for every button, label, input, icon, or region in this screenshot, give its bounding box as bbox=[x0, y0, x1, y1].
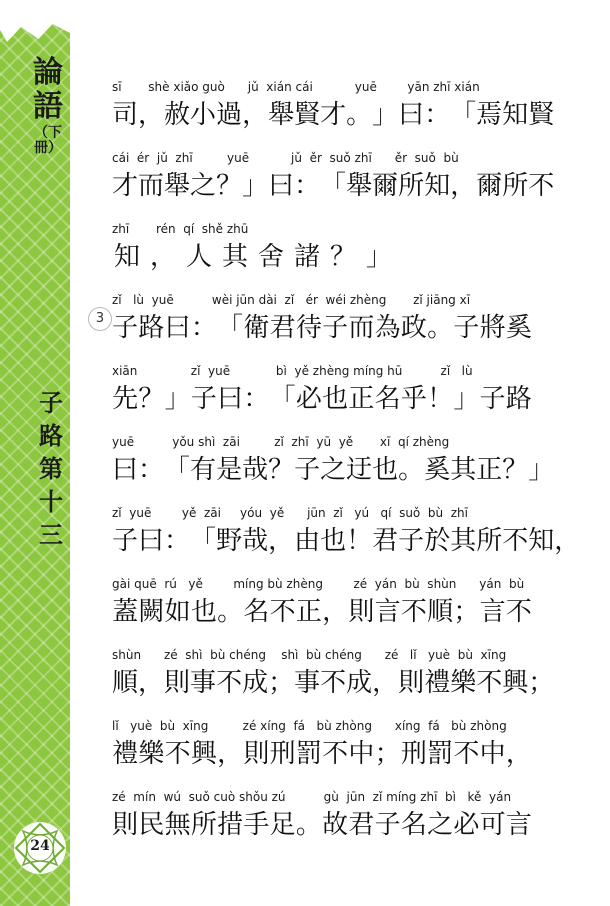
hanzi-char: 衛 bbox=[243, 313, 270, 343]
hanzi-text bbox=[112, 171, 555, 201]
hanzi-char: 「 bbox=[320, 171, 347, 201]
hanzi-char: 賢 bbox=[294, 100, 321, 130]
hanzi-char: 。 bbox=[427, 313, 454, 343]
hanzi-char: 言 bbox=[505, 810, 532, 840]
hanzi-char: 而 bbox=[138, 171, 165, 201]
hanzi-char: 曰 bbox=[112, 455, 139, 485]
hanzi-char: 子 bbox=[398, 526, 425, 556]
hanzi-char: 樂 bbox=[450, 668, 477, 698]
hanzi-char: 禮 bbox=[112, 739, 139, 769]
hanzi-char: 焉 bbox=[476, 100, 503, 130]
hanzi-char: 所 bbox=[398, 171, 425, 201]
hanzi-char: 名 bbox=[374, 384, 401, 414]
hanzi-text bbox=[112, 100, 555, 130]
pinyin-annotation: cái ér jǔ zhī yuē jǔ ěr suǒ zhī ěr suǒ bù bbox=[112, 151, 459, 165]
hanzi-char: 之 bbox=[320, 455, 347, 485]
hanzi-char: ， bbox=[149, 242, 176, 272]
hanzi-char: ； bbox=[374, 739, 401, 769]
pinyin-annotation: lǐ yuè bù xīng zé xíng fá bù zhòng xíng fá bù zhòng bbox=[112, 719, 507, 733]
hanzi-char: 為 bbox=[374, 313, 401, 343]
pinyin-annotation: gài quē rú yě míng bù zhèng zé yán bù shùn yán bù bbox=[112, 577, 525, 591]
hanzi-char: 人 bbox=[185, 242, 212, 272]
hanzi-char: 曰 bbox=[268, 171, 295, 201]
hanzi-char: 先 bbox=[112, 384, 139, 414]
hanzi-char: 。 bbox=[295, 810, 322, 840]
hanzi-char: 成 bbox=[346, 668, 373, 698]
hanzi-char: 不 bbox=[269, 597, 296, 627]
hanzi-char: ： bbox=[138, 455, 165, 485]
volume-label: （下冊） bbox=[34, 125, 62, 156]
hanzi-char: 不 bbox=[400, 597, 427, 627]
hanzi-char: ， bbox=[217, 739, 244, 769]
hanzi-char: ， bbox=[138, 668, 165, 698]
hanzi-char: 成 bbox=[242, 668, 269, 698]
hanzi-char: 足 bbox=[269, 810, 296, 840]
hanzi-char: 賢 bbox=[528, 100, 555, 130]
hanzi-char: 民 bbox=[138, 810, 165, 840]
hanzi-char: 則 bbox=[348, 597, 375, 627]
hanzi-char: 名 bbox=[400, 810, 427, 840]
hanzi-char: 司 bbox=[112, 100, 139, 130]
chapter-char: 三 bbox=[39, 520, 63, 549]
hanzi-char: 其 bbox=[450, 526, 477, 556]
hanzi-char: 刑 bbox=[269, 739, 296, 769]
hanzi-char: 將 bbox=[479, 313, 506, 343]
hanzi-char: 路 bbox=[505, 384, 532, 414]
hanzi-char: ？ bbox=[502, 455, 529, 485]
hanzi-char: 「 bbox=[269, 384, 296, 414]
hanzi-char: 樂 bbox=[138, 739, 165, 769]
chapter-char: 路 bbox=[39, 421, 63, 450]
hanzi-text bbox=[112, 597, 532, 627]
hanzi-char: 也 bbox=[320, 526, 347, 556]
hanzi-char: 闕 bbox=[138, 597, 165, 627]
hanzi-char: ， bbox=[138, 100, 165, 130]
hanzi-char: 不 bbox=[322, 739, 349, 769]
hanzi-char: 不 bbox=[528, 171, 555, 201]
hanzi-char: 罰 bbox=[295, 739, 322, 769]
hanzi-char: 。 bbox=[217, 597, 244, 627]
hanzi-char: 才 bbox=[112, 171, 139, 201]
hanzi-char: 政 bbox=[400, 313, 427, 343]
page-number: 24 bbox=[30, 838, 50, 854]
hanzi-char: 曰 bbox=[164, 313, 191, 343]
hanzi-char: 」 bbox=[528, 455, 555, 485]
hanzi-char: 知 bbox=[424, 171, 451, 201]
hanzi-char: 而 bbox=[348, 313, 375, 343]
hanzi-char: 興 bbox=[502, 668, 529, 698]
hanzi-char: 哉 bbox=[242, 455, 269, 485]
hanzi-char: 子 bbox=[479, 384, 506, 414]
hanzi-char: 其 bbox=[450, 455, 477, 485]
hanzi-char: 禮 bbox=[424, 668, 451, 698]
hanzi-char: 君 bbox=[348, 810, 375, 840]
hanzi-char: 不 bbox=[320, 668, 347, 698]
hanzi-char: 知 bbox=[528, 526, 555, 556]
hanzi-char: ； bbox=[528, 668, 555, 698]
hanzi-char: 所 bbox=[190, 810, 217, 840]
hanzi-char: 舉 bbox=[164, 171, 191, 201]
pinyin-annotation: zǐ yuē yě zāi yóu yě jūn zǐ yú qí suǒ bù zhī bbox=[112, 506, 468, 520]
hanzi-char: 諸 bbox=[293, 242, 320, 272]
hanzi-char: 不 bbox=[502, 526, 529, 556]
hanzi-char: ？ bbox=[329, 242, 356, 272]
pinyin-annotation: zé mín wú suǒ cuò shǒu zú gù jūn zǐ míng zhī bì kě yán bbox=[112, 790, 512, 804]
hanzi-char: 則 bbox=[112, 810, 139, 840]
hanzi-char: 曰 bbox=[138, 526, 165, 556]
hanzi-char: 名 bbox=[243, 597, 270, 627]
hanzi-char: 子 bbox=[374, 810, 401, 840]
pinyin-annotation: xiān zǐ yuē bì yě zhèng míng hū zǐ lù bbox=[112, 364, 473, 378]
hanzi-char: 不 bbox=[453, 739, 480, 769]
hanzi-char: 之 bbox=[427, 810, 454, 840]
hanzi-char: 措 bbox=[217, 810, 244, 840]
hanzi-char: 」 bbox=[242, 171, 269, 201]
hanzi-char: 子 bbox=[112, 526, 139, 556]
hanzi-char: 知 bbox=[113, 242, 140, 272]
hanzi-char: 事 bbox=[294, 668, 321, 698]
hanzi-char: 迂 bbox=[346, 455, 373, 485]
hanzi-char: 之 bbox=[190, 171, 217, 201]
hanzi-text bbox=[112, 810, 532, 840]
hanzi-char: ？ bbox=[216, 171, 243, 201]
hanzi-char: 奚 bbox=[424, 455, 451, 485]
hanzi-char: 事 bbox=[190, 668, 217, 698]
hanzi-char: 」 bbox=[164, 384, 191, 414]
hanzi-char: 舉 bbox=[346, 171, 373, 201]
hanzi-char: ， bbox=[322, 597, 349, 627]
hanzi-text bbox=[112, 668, 555, 698]
hanzi-char: 奚 bbox=[505, 313, 532, 343]
hanzi-char: 也 bbox=[190, 597, 217, 627]
hanzi-char: 罰 bbox=[427, 739, 454, 769]
hanzi-char: 赦 bbox=[164, 100, 191, 130]
hanzi-char: 所 bbox=[476, 526, 503, 556]
hanzi-char: ； bbox=[453, 597, 480, 627]
hanzi-char: 野 bbox=[216, 526, 243, 556]
hanzi-char: ！ bbox=[346, 526, 373, 556]
hanzi-char: 待 bbox=[295, 313, 322, 343]
hanzi-char: 是 bbox=[216, 455, 243, 485]
hanzi-char: 於 bbox=[424, 526, 451, 556]
book-title bbox=[24, 56, 72, 156]
book-title-char: 論 bbox=[33, 55, 63, 90]
hanzi-char: ， bbox=[505, 739, 532, 769]
hanzi-char: 正 bbox=[295, 597, 322, 627]
hanzi-char: 正 bbox=[476, 455, 503, 485]
chapter-char: 子 bbox=[39, 388, 63, 417]
hanzi-char: 爾 bbox=[476, 171, 503, 201]
hanzi-char: 順 bbox=[427, 597, 454, 627]
hanzi-char: 」 bbox=[365, 242, 392, 272]
chapter-char: 第 bbox=[39, 454, 63, 483]
hanzi-char: 不 bbox=[505, 597, 532, 627]
hanzi-char: 過 bbox=[216, 100, 243, 130]
hanzi-char: 如 bbox=[164, 597, 191, 627]
hanzi-char: 有 bbox=[190, 455, 217, 485]
hanzi-char: ！ bbox=[427, 384, 454, 414]
hanzi-char: ： bbox=[424, 100, 451, 130]
hanzi-char: 必 bbox=[453, 810, 480, 840]
hanzi-char: 舉 bbox=[268, 100, 295, 130]
book-title-char: 語 bbox=[33, 89, 63, 124]
hanzi-char: 子 bbox=[322, 313, 349, 343]
hanzi-char: 」 bbox=[372, 100, 399, 130]
hanzi-char: ， bbox=[268, 526, 295, 556]
hanzi-char: 。 bbox=[398, 455, 425, 485]
hanzi-char: ： bbox=[294, 171, 321, 201]
hanzi-char: ？ bbox=[138, 384, 165, 414]
hanzi-char: ？ bbox=[268, 455, 295, 485]
hanzi-text bbox=[112, 455, 555, 485]
hanzi-char: 蓋 bbox=[112, 597, 139, 627]
hanzi-text bbox=[112, 242, 532, 272]
hanzi-char: 不 bbox=[476, 668, 503, 698]
hanzi-char: 「 bbox=[164, 455, 191, 485]
hanzi-char: 子 bbox=[453, 313, 480, 343]
hanzi-char: 君 bbox=[372, 526, 399, 556]
hanzi-char: ； bbox=[268, 668, 295, 698]
hanzi-char: ： bbox=[190, 313, 217, 343]
hanzi-char: 故 bbox=[322, 810, 349, 840]
hanzi-char: 所 bbox=[502, 171, 529, 201]
hanzi-char: 「 bbox=[450, 100, 477, 130]
hanzi-char: 子 bbox=[294, 455, 321, 485]
hanzi-char: 則 bbox=[398, 668, 425, 698]
hanzi-char: ， bbox=[450, 171, 477, 201]
hanzi-char: 君 bbox=[269, 313, 296, 343]
pinyin-annotation: zǐ lù yuē wèi jūn dài zǐ ér wéi zhèng zǐ jiāng xī bbox=[112, 293, 471, 307]
hanzi-char: 「 bbox=[217, 313, 244, 343]
section-marker: 3 bbox=[88, 307, 112, 331]
hanzi-char: 舍 bbox=[257, 242, 284, 272]
hanzi-text bbox=[112, 384, 532, 414]
chapter-title bbox=[38, 386, 64, 551]
hanzi-char: 則 bbox=[164, 668, 191, 698]
hanzi-char: 子 bbox=[190, 384, 217, 414]
hanzi-char: 中 bbox=[348, 739, 375, 769]
hanzi-char: 刑 bbox=[400, 739, 427, 769]
hanzi-char: 「 bbox=[190, 526, 217, 556]
pinyin-annotation: shùn zé shì bù chéng shì bù chéng zé lǐ yuè bù xīng bbox=[112, 648, 507, 662]
hanzi-char: 言 bbox=[479, 597, 506, 627]
hanzi-char: ， bbox=[554, 526, 581, 556]
hanzi-char: 才 bbox=[320, 100, 347, 130]
hanzi-char: 其 bbox=[221, 242, 248, 272]
hanzi-char: 。 bbox=[346, 100, 373, 130]
hanzi-char: 曰 bbox=[217, 384, 244, 414]
hanzi-char: 則 bbox=[243, 739, 270, 769]
hanzi-char: 子 bbox=[112, 313, 139, 343]
hanzi-text bbox=[112, 526, 581, 556]
hanzi-char: 由 bbox=[294, 526, 321, 556]
hanzi-char: 興 bbox=[190, 739, 217, 769]
hanzi-char: 必 bbox=[295, 384, 322, 414]
pinyin-annotation: sī shè xiǎo guò jǔ xián cái yuē yān zhī xián bbox=[112, 80, 480, 94]
hanzi-char: 無 bbox=[164, 810, 191, 840]
hanzi-char: 爾 bbox=[372, 171, 399, 201]
hanzi-text bbox=[112, 313, 532, 343]
hanzi-char: 也 bbox=[372, 455, 399, 485]
hanzi-char: 可 bbox=[479, 810, 506, 840]
pinyin-annotation: zhī rén qí shě zhū bbox=[112, 222, 249, 236]
hanzi-char: 路 bbox=[138, 313, 165, 343]
hanzi-char: 也 bbox=[322, 384, 349, 414]
hanzi-char: 中 bbox=[479, 739, 506, 769]
hanzi-char: 正 bbox=[348, 384, 375, 414]
hanzi-char: ： bbox=[164, 526, 191, 556]
hanzi-char: 手 bbox=[243, 810, 270, 840]
hanzi-char: ： bbox=[243, 384, 270, 414]
hanzi-char: 小 bbox=[190, 100, 217, 130]
hanzi-char: 乎 bbox=[400, 384, 427, 414]
hanzi-char: 不 bbox=[216, 668, 243, 698]
hanzi-text bbox=[112, 739, 532, 769]
hanzi-char: 曰 bbox=[398, 100, 425, 130]
hanzi-char: 言 bbox=[374, 597, 401, 627]
hanzi-char: 哉 bbox=[242, 526, 269, 556]
hanzi-char: 順 bbox=[112, 668, 139, 698]
hanzi-char: 知 bbox=[502, 100, 529, 130]
chapter-char: 十 bbox=[39, 487, 63, 516]
hanzi-char: 」 bbox=[453, 384, 480, 414]
hanzi-char: ， bbox=[242, 100, 269, 130]
hanzi-char: 不 bbox=[164, 739, 191, 769]
hanzi-char: ， bbox=[372, 668, 399, 698]
pinyin-annotation: yuē yǒu shì zāi zǐ zhī yū yě xī qí zhèng bbox=[112, 435, 450, 449]
